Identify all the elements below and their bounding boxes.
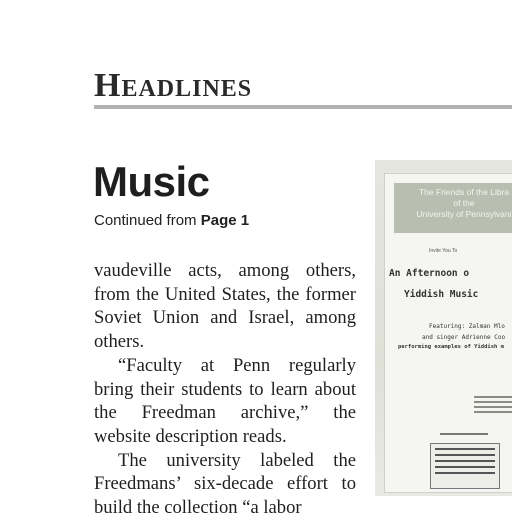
poster-featuring-line: performing examples of Yiddish m <box>398 344 504 350</box>
poster-heading-line: The Friends of the Libra <box>418 187 510 197</box>
poster-heading-line: University of Pennsylvani <box>416 209 512 219</box>
continued-prefix: Continued from <box>94 212 201 229</box>
poster-featuring-line: Featuring: Zalman Mlo <box>429 323 505 330</box>
poster-title-line: Yiddish Music <box>404 289 479 300</box>
continued-from-line <box>94 211 249 231</box>
poster-event-details <box>474 393 512 423</box>
body-paragraph: vaudeville acts, among others, from the United States, the former Soviet Union and Israel, among others. <box>94 260 356 353</box>
poster-heading-band <box>394 183 512 233</box>
article-title: Music <box>93 158 210 205</box>
poster-hebrew-caption <box>430 430 498 440</box>
poster-hebrew-text-box <box>430 443 500 489</box>
section-divider <box>94 105 512 109</box>
poster-featuring-line: and singer Adrienne Coo <box>422 334 506 341</box>
poster-invite: Invite You To <box>429 248 458 254</box>
body-paragraph: The university labeled the Freedmans’ six-decade effort to build the collection “a labor <box>94 449 356 519</box>
section-heading: Headlines <box>94 67 253 104</box>
poster-title-line: An Afternoon o <box>389 268 470 279</box>
continued-page-link[interactable]: Page 1 <box>200 212 250 229</box>
article-body <box>94 259 356 520</box>
poster <box>384 173 512 493</box>
poster-heading-line: of the <box>453 198 475 208</box>
body-paragraph: “Faculty at Penn regularly bring their students to learn about the Freedman archive,” the website description reads. <box>94 354 356 447</box>
framed-poster-photo <box>375 160 512 496</box>
